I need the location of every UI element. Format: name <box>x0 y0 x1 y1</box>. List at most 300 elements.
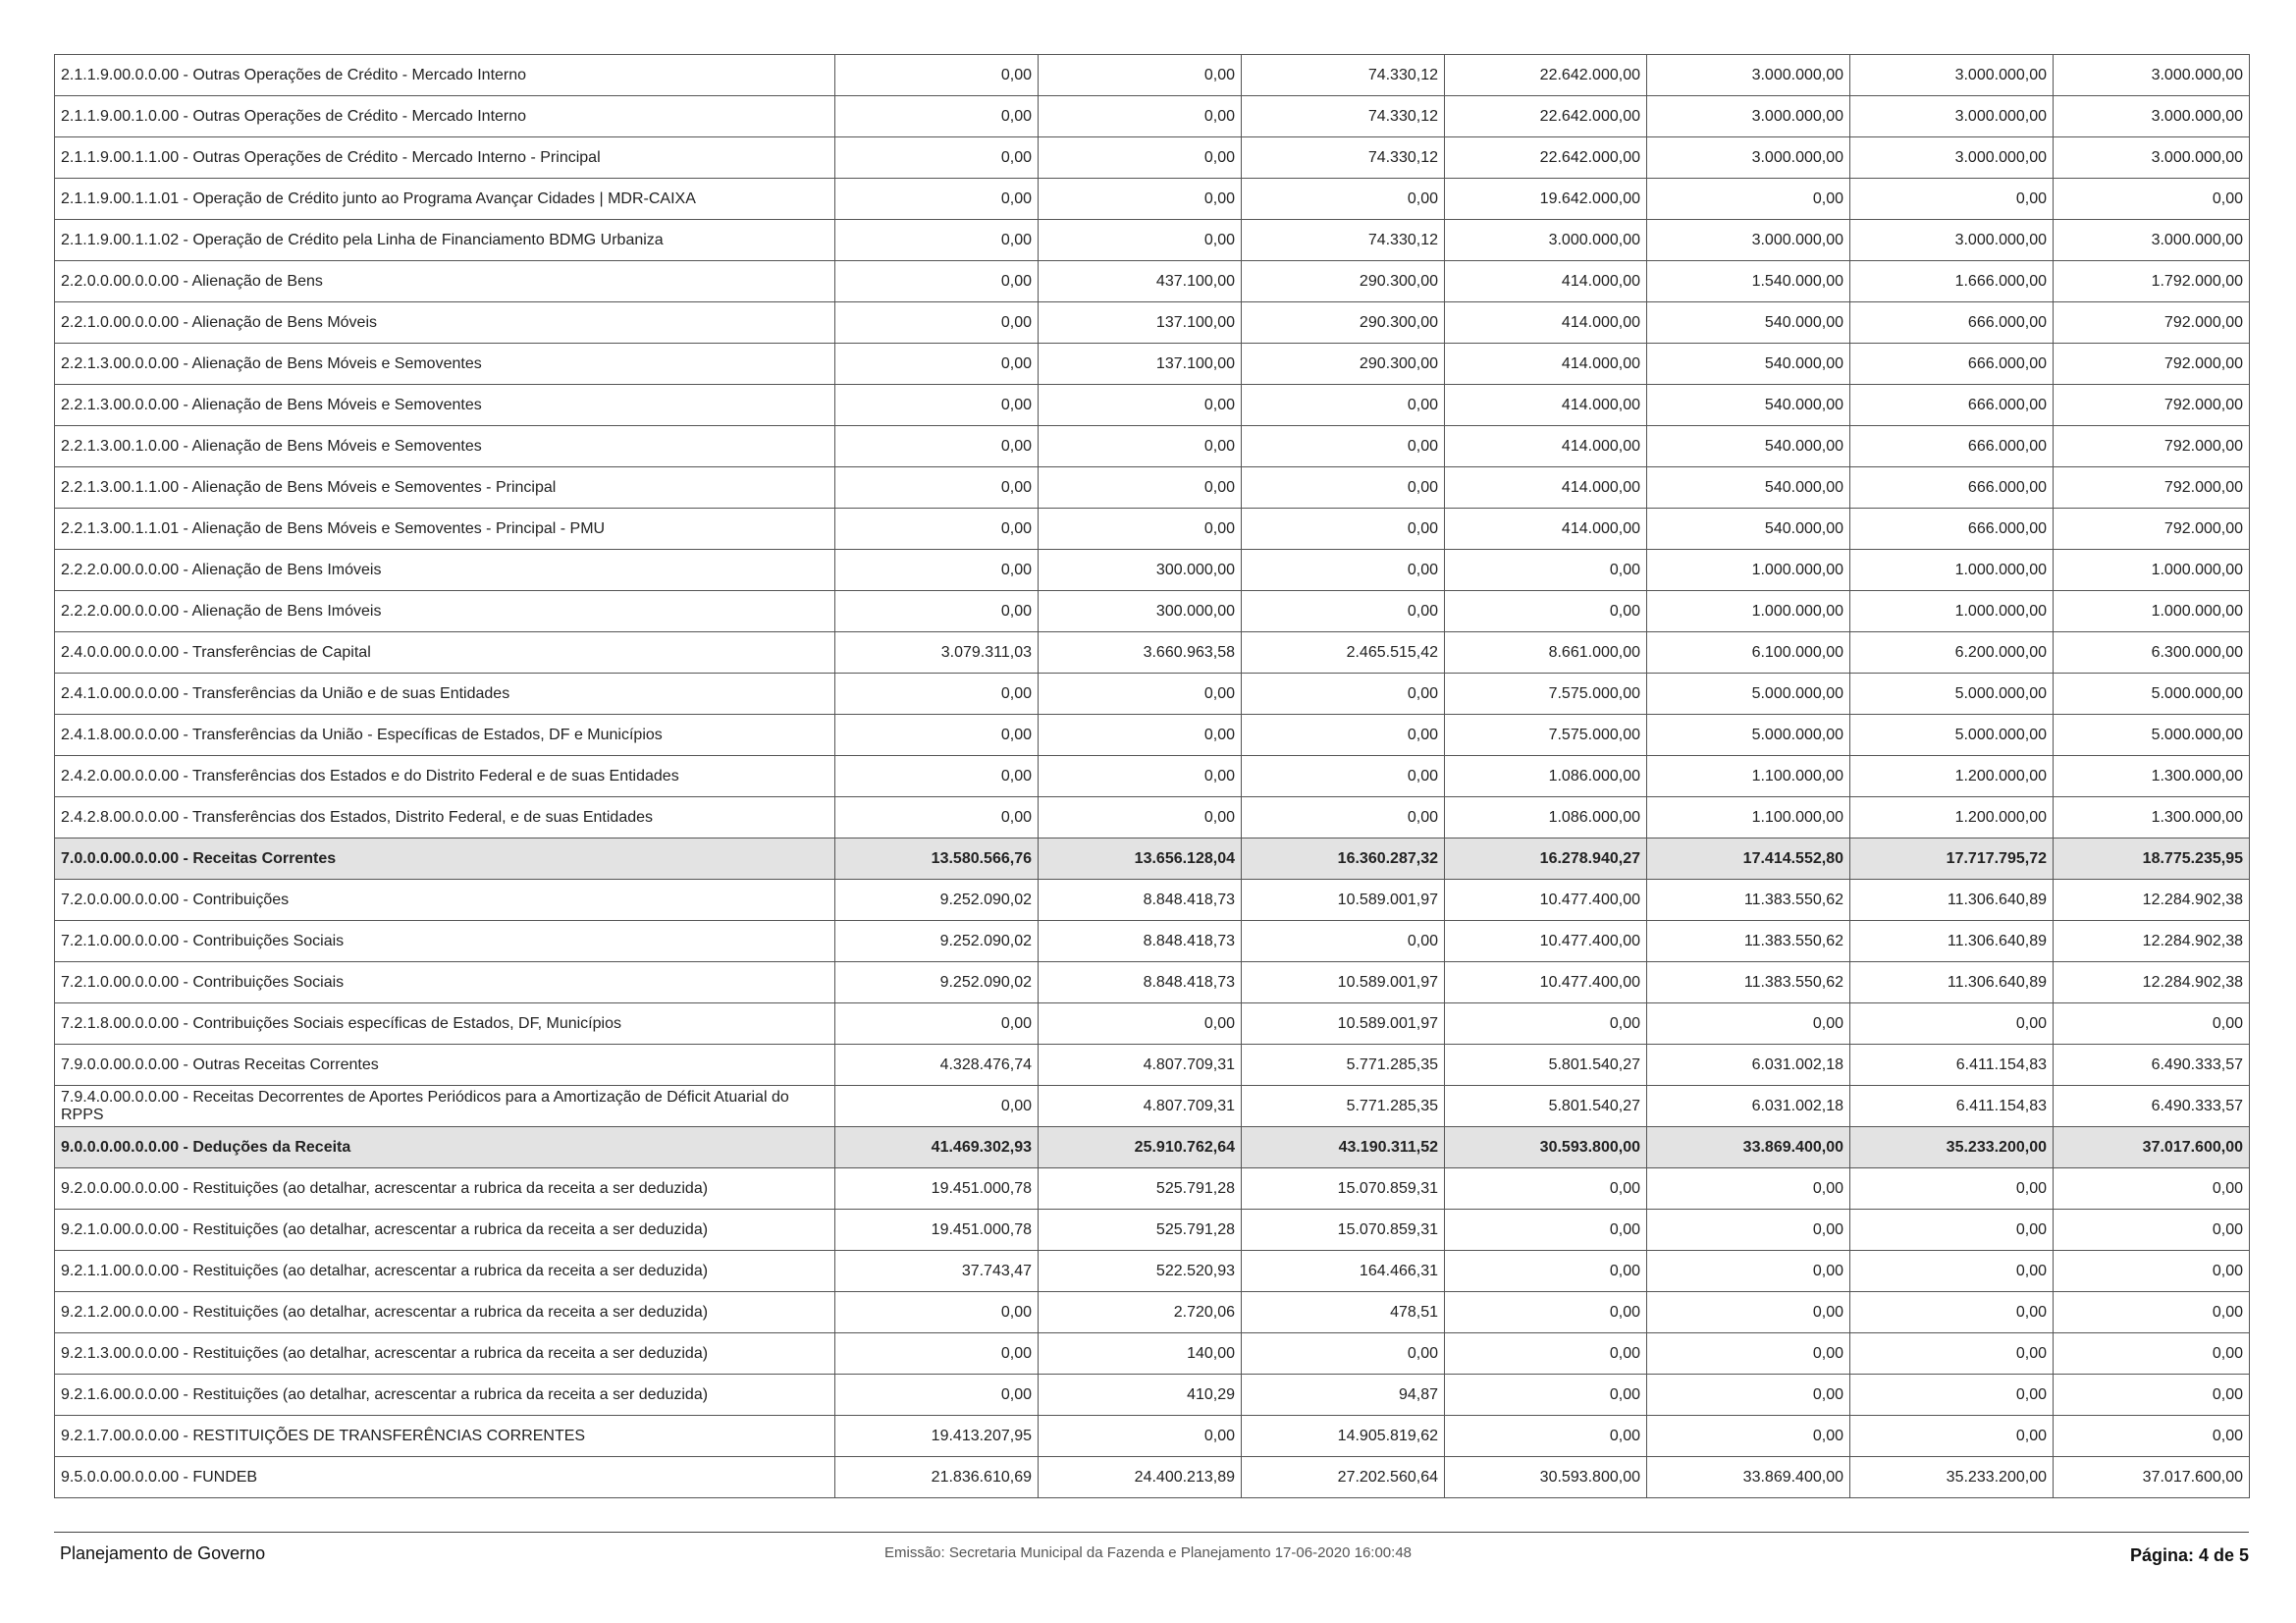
value-cell: 12.284.902,38 <box>2054 962 2250 1003</box>
value-cell: 0,00 <box>1445 1210 1647 1251</box>
value-cell: 0,00 <box>1242 509 1445 550</box>
account-description: 2.2.0.0.00.0.0.00 - Alienação de Bens <box>55 261 835 302</box>
value-cell: 15.070.859,31 <box>1242 1210 1445 1251</box>
value-cell: 0,00 <box>2054 1003 2250 1045</box>
value-cell: 30.593.800,00 <box>1445 1127 1647 1168</box>
value-cell: 8.848.418,73 <box>1039 880 1242 921</box>
value-cell: 37.017.600,00 <box>2054 1457 2250 1498</box>
value-cell: 290.300,00 <box>1242 302 1445 344</box>
value-cell: 0,00 <box>1647 1210 1850 1251</box>
value-cell: 1.300.000,00 <box>2054 756 2250 797</box>
table-row <box>55 1416 2250 1457</box>
value-cell: 22.642.000,00 <box>1445 96 1647 137</box>
value-cell: 74.330,12 <box>1242 96 1445 137</box>
value-cell: 0,00 <box>1242 715 1445 756</box>
value-cell: 792.000,00 <box>2054 302 2250 344</box>
value-cell: 137.100,00 <box>1039 302 1242 344</box>
value-cell: 8.848.418,73 <box>1039 921 1242 962</box>
account-description: 2.4.1.8.00.0.0.00 - Transferências da União - Específicas de Estados, DF e Municípios <box>55 715 835 756</box>
table-row <box>55 962 2250 1003</box>
value-cell: 3.000.000,00 <box>1647 137 1850 179</box>
value-cell: 19.413.207,95 <box>835 1416 1039 1457</box>
value-cell: 1.100.000,00 <box>1647 797 1850 839</box>
account-description: 9.5.0.0.00.0.0.00 - FUNDEB <box>55 1457 835 1498</box>
value-cell: 5.000.000,00 <box>1647 715 1850 756</box>
value-cell: 0,00 <box>835 509 1039 550</box>
value-cell: 21.836.610,69 <box>835 1457 1039 1498</box>
value-cell: 3.000.000,00 <box>1850 220 2054 261</box>
value-cell: 540.000,00 <box>1647 509 1850 550</box>
value-cell: 25.910.762,64 <box>1039 1127 1242 1168</box>
table-row <box>55 220 2250 261</box>
value-cell: 0,00 <box>1445 1375 1647 1416</box>
value-cell: 478,51 <box>1242 1292 1445 1333</box>
value-cell: 414.000,00 <box>1445 302 1647 344</box>
value-cell: 8.661.000,00 <box>1445 632 1647 674</box>
value-cell: 0,00 <box>835 467 1039 509</box>
value-cell: 414.000,00 <box>1445 385 1647 426</box>
account-description: 2.2.1.3.00.1.1.00 - Alienação de Bens Móveis e Semoventes - Principal <box>55 467 835 509</box>
value-cell: 37.017.600,00 <box>2054 1127 2250 1168</box>
value-cell: 0,00 <box>2054 1251 2250 1292</box>
value-cell: 13.656.128,04 <box>1039 839 1242 880</box>
value-cell: 0,00 <box>835 756 1039 797</box>
value-cell: 0,00 <box>835 426 1039 467</box>
table-row <box>55 715 2250 756</box>
value-cell: 290.300,00 <box>1242 261 1445 302</box>
value-cell: 0,00 <box>1039 467 1242 509</box>
value-cell: 540.000,00 <box>1647 426 1850 467</box>
value-cell: 1.000.000,00 <box>2054 591 2250 632</box>
value-cell: 0,00 <box>1039 137 1242 179</box>
value-cell: 10.477.400,00 <box>1445 880 1647 921</box>
value-cell: 3.000.000,00 <box>2054 55 2250 96</box>
value-cell: 0,00 <box>1039 220 1242 261</box>
value-cell: 0,00 <box>835 55 1039 96</box>
account-description: 2.2.1.0.00.0.0.00 - Alienação de Bens Móveis <box>55 302 835 344</box>
value-cell: 0,00 <box>1445 1251 1647 1292</box>
table-row <box>55 179 2250 220</box>
value-cell: 3.000.000,00 <box>1647 96 1850 137</box>
account-description: 9.2.1.6.00.0.0.00 - Restituições (ao detalhar, acrescentar a rubrica da receita a ser deduzida) <box>55 1375 835 1416</box>
value-cell: 792.000,00 <box>2054 509 2250 550</box>
value-cell: 2.720,06 <box>1039 1292 1242 1333</box>
value-cell: 0,00 <box>835 96 1039 137</box>
value-cell: 164.466,31 <box>1242 1251 1445 1292</box>
account-description: 2.4.2.8.00.0.0.00 - Transferências dos Estados, Distrito Federal, e de suas Entidades <box>55 797 835 839</box>
value-cell: 0,00 <box>1647 1375 1850 1416</box>
value-cell: 35.233.200,00 <box>1850 1127 2054 1168</box>
account-description: 2.1.1.9.00.1.0.00 - Outras Operações de Crédito - Mercado Interno <box>55 96 835 137</box>
value-cell: 0,00 <box>835 344 1039 385</box>
value-cell: 0,00 <box>835 220 1039 261</box>
value-cell: 0,00 <box>1850 1292 2054 1333</box>
value-cell: 0,00 <box>1242 1333 1445 1375</box>
value-cell: 3.079.311,03 <box>835 632 1039 674</box>
value-cell: 5.000.000,00 <box>1850 715 2054 756</box>
value-cell: 9.252.090,02 <box>835 921 1039 962</box>
value-cell: 414.000,00 <box>1445 467 1647 509</box>
value-cell: 540.000,00 <box>1647 344 1850 385</box>
value-cell: 540.000,00 <box>1647 467 1850 509</box>
account-description: 7.2.1.8.00.0.0.00 - Contribuições Sociais específicas de Estados, DF, Municípios <box>55 1003 835 1045</box>
value-cell: 6.200.000,00 <box>1850 632 2054 674</box>
value-cell: 10.477.400,00 <box>1445 962 1647 1003</box>
value-cell: 1.666.000,00 <box>1850 261 2054 302</box>
value-cell: 0,00 <box>1242 756 1445 797</box>
footer-page-number: Página: 4 de 5 <box>2129 1545 2249 1565</box>
value-cell: 540.000,00 <box>1647 302 1850 344</box>
value-cell: 0,00 <box>1242 921 1445 962</box>
value-cell: 1.086.000,00 <box>1445 797 1647 839</box>
account-description: 2.1.1.9.00.1.1.01 - Operação de Crédito junto ao Programa Avançar Cidades | MDR-CAIXA <box>55 179 835 220</box>
value-cell: 12.284.902,38 <box>2054 921 2250 962</box>
value-cell: 0,00 <box>1039 179 1242 220</box>
table-row <box>55 921 2250 962</box>
value-cell: 11.383.550,62 <box>1647 880 1850 921</box>
account-description: 2.2.1.3.00.1.0.00 - Alienação de Bens Móveis e Semoventes <box>55 426 835 467</box>
value-cell: 6.300.000,00 <box>2054 632 2250 674</box>
value-cell: 0,00 <box>1242 591 1445 632</box>
value-cell: 0,00 <box>1445 1333 1647 1375</box>
value-cell: 0,00 <box>835 1003 1039 1045</box>
value-cell: 0,00 <box>2054 1292 2250 1333</box>
table-row <box>55 674 2250 715</box>
value-cell: 1.000.000,00 <box>1647 550 1850 591</box>
value-cell: 137.100,00 <box>1039 344 1242 385</box>
value-cell: 22.642.000,00 <box>1445 137 1647 179</box>
table-body <box>55 55 2250 1498</box>
table-row <box>55 261 2250 302</box>
value-cell: 414.000,00 <box>1445 509 1647 550</box>
value-cell: 33.869.400,00 <box>1647 1127 1850 1168</box>
value-cell: 0,00 <box>1242 550 1445 591</box>
value-cell: 0,00 <box>1445 1292 1647 1333</box>
account-description: 9.2.0.0.00.0.0.00 - Restituições (ao detalhar, acrescentar a rubrica da receita a ser deduzida) <box>55 1168 835 1210</box>
value-cell: 0,00 <box>1039 1003 1242 1045</box>
value-cell: 5.000.000,00 <box>1850 674 2054 715</box>
value-cell: 1.000.000,00 <box>1850 550 2054 591</box>
value-cell: 5.801.540,27 <box>1445 1045 1647 1086</box>
value-cell: 0,00 <box>835 1333 1039 1375</box>
value-cell: 0,00 <box>835 261 1039 302</box>
value-cell: 27.202.560,64 <box>1242 1457 1445 1498</box>
value-cell: 3.660.963,58 <box>1039 632 1242 674</box>
value-cell: 0,00 <box>1445 1416 1647 1457</box>
table-row <box>55 1251 2250 1292</box>
value-cell: 666.000,00 <box>1850 426 2054 467</box>
account-description: 9.2.1.1.00.0.0.00 - Restituições (ao detalhar, acrescentar a rubrica da receita a ser deduzida) <box>55 1251 835 1292</box>
value-cell: 0,00 <box>1850 1210 2054 1251</box>
account-description: 2.1.1.9.00.0.0.00 - Outras Operações de Crédito - Mercado Interno <box>55 55 835 96</box>
value-cell: 5.000.000,00 <box>2054 674 2250 715</box>
value-cell: 792.000,00 <box>2054 426 2250 467</box>
value-cell: 300.000,00 <box>1039 550 1242 591</box>
table-row <box>55 880 2250 921</box>
table-row <box>55 55 2250 96</box>
value-cell: 7.575.000,00 <box>1445 715 1647 756</box>
value-cell: 0,00 <box>2054 1333 2250 1375</box>
value-cell: 16.360.287,32 <box>1242 839 1445 880</box>
value-cell: 410,29 <box>1039 1375 1242 1416</box>
value-cell: 0,00 <box>1039 674 1242 715</box>
value-cell: 12.284.902,38 <box>2054 880 2250 921</box>
value-cell: 6.490.333,57 <box>2054 1045 2250 1086</box>
value-cell: 11.306.640,89 <box>1850 880 2054 921</box>
revenue-table <box>54 54 2250 1498</box>
footer-emission-info: Emissão: Secretaria Municipal da Fazenda e Planejamento 17-06-2020 16:00:48 <box>884 1544 1412 1561</box>
value-cell: 0,00 <box>1039 385 1242 426</box>
table-row <box>55 632 2250 674</box>
value-cell: 1.000.000,00 <box>1850 591 2054 632</box>
value-cell: 0,00 <box>1242 385 1445 426</box>
value-cell: 0,00 <box>1242 797 1445 839</box>
value-cell: 0,00 <box>835 797 1039 839</box>
table-row <box>55 797 2250 839</box>
value-cell: 0,00 <box>835 591 1039 632</box>
value-cell: 792.000,00 <box>2054 467 2250 509</box>
value-cell: 2.465.515,42 <box>1242 632 1445 674</box>
account-description: 9.2.1.2.00.0.0.00 - Restituições (ao detalhar, acrescentar a rubrica da receita a ser deduzida) <box>55 1292 835 1333</box>
value-cell: 0,00 <box>2054 179 2250 220</box>
value-cell: 6.100.000,00 <box>1647 632 1850 674</box>
value-cell: 414.000,00 <box>1445 426 1647 467</box>
value-cell: 0,00 <box>835 137 1039 179</box>
value-cell: 792.000,00 <box>2054 344 2250 385</box>
value-cell: 3.000.000,00 <box>1850 96 2054 137</box>
value-cell: 0,00 <box>1039 509 1242 550</box>
value-cell: 666.000,00 <box>1850 344 2054 385</box>
value-cell: 94,87 <box>1242 1375 1445 1416</box>
value-cell: 0,00 <box>1850 1251 2054 1292</box>
account-description: 9.0.0.0.00.0.0.00 - Deduções da Receita <box>55 1127 835 1168</box>
value-cell: 74.330,12 <box>1242 55 1445 96</box>
value-cell: 18.775.235,95 <box>2054 839 2250 880</box>
table-row <box>55 1457 2250 1498</box>
value-cell: 0,00 <box>1039 426 1242 467</box>
value-cell: 0,00 <box>1850 1333 2054 1375</box>
value-cell: 5.000.000,00 <box>1647 674 1850 715</box>
account-description: 2.4.0.0.00.0.0.00 - Transferências de Capital <box>55 632 835 674</box>
value-cell: 0,00 <box>2054 1168 2250 1210</box>
account-description: 9.2.1.7.00.0.0.00 - RESTITUIÇÕES DE TRANSFERÊNCIAS CORRENTES <box>55 1416 835 1457</box>
value-cell: 0,00 <box>1445 550 1647 591</box>
value-cell: 0,00 <box>1647 1416 1850 1457</box>
value-cell: 19.642.000,00 <box>1445 179 1647 220</box>
value-cell: 10.589.001,97 <box>1242 1003 1445 1045</box>
value-cell: 0,00 <box>1850 1416 2054 1457</box>
table-row <box>55 1375 2250 1416</box>
value-cell: 0,00 <box>1039 1416 1242 1457</box>
value-cell: 0,00 <box>1647 1168 1850 1210</box>
value-cell: 0,00 <box>835 385 1039 426</box>
value-cell: 4.807.709,31 <box>1039 1045 1242 1086</box>
value-cell: 0,00 <box>2054 1416 2250 1457</box>
value-cell: 300.000,00 <box>1039 591 1242 632</box>
account-description: 7.2.0.0.00.0.0.00 - Contribuições <box>55 880 835 921</box>
value-cell: 525.791,28 <box>1039 1168 1242 1210</box>
value-cell: 0,00 <box>1039 96 1242 137</box>
table-row <box>55 385 2250 426</box>
value-cell: 0,00 <box>835 1086 1039 1127</box>
table-row <box>55 137 2250 179</box>
value-cell: 35.233.200,00 <box>1850 1457 2054 1498</box>
value-cell: 74.330,12 <box>1242 137 1445 179</box>
value-cell: 414.000,00 <box>1445 344 1647 385</box>
value-cell: 11.383.550,62 <box>1647 921 1850 962</box>
value-cell: 540.000,00 <box>1647 385 1850 426</box>
table-row <box>55 96 2250 137</box>
value-cell: 0,00 <box>835 550 1039 591</box>
value-cell: 30.593.800,00 <box>1445 1457 1647 1498</box>
value-cell: 525.791,28 <box>1039 1210 1242 1251</box>
value-cell: 792.000,00 <box>2054 385 2250 426</box>
value-cell: 8.848.418,73 <box>1039 962 1242 1003</box>
value-cell: 5.771.285,35 <box>1242 1045 1445 1086</box>
value-cell: 0,00 <box>1850 1003 2054 1045</box>
account-description: 2.4.2.0.00.0.0.00 - Transferências dos Estados e do Distrito Federal e de suas Entidades <box>55 756 835 797</box>
value-cell: 522.520,93 <box>1039 1251 1242 1292</box>
value-cell: 10.589.001,97 <box>1242 880 1445 921</box>
value-cell: 3.000.000,00 <box>1647 55 1850 96</box>
value-cell: 11.306.640,89 <box>1850 921 2054 962</box>
account-description: 2.4.1.0.00.0.0.00 - Transferências da União e de suas Entidades <box>55 674 835 715</box>
value-cell: 0,00 <box>1850 179 2054 220</box>
account-description: 2.1.1.9.00.1.1.02 - Operação de Crédito pela Linha de Financiamento BDMG Urbaniza <box>55 220 835 261</box>
value-cell: 19.451.000,78 <box>835 1210 1039 1251</box>
value-cell: 9.252.090,02 <box>835 880 1039 921</box>
value-cell: 3.000.000,00 <box>2054 220 2250 261</box>
value-cell: 0,00 <box>835 302 1039 344</box>
value-cell: 22.642.000,00 <box>1445 55 1647 96</box>
value-cell: 0,00 <box>1242 674 1445 715</box>
account-description: 2.2.2.0.00.0.0.00 - Alienação de Bens Imóveis <box>55 550 835 591</box>
value-cell: 13.580.566,76 <box>835 839 1039 880</box>
value-cell: 15.070.859,31 <box>1242 1168 1445 1210</box>
table-row <box>55 1292 2250 1333</box>
table-row <box>55 1333 2250 1375</box>
account-description: 7.9.0.0.00.0.0.00 - Outras Receitas Correntes <box>55 1045 835 1086</box>
value-cell: 1.300.000,00 <box>2054 797 2250 839</box>
account-description: 7.2.1.0.00.0.0.00 - Contribuições Sociais <box>55 962 835 1003</box>
value-cell: 0,00 <box>1242 179 1445 220</box>
value-cell: 3.000.000,00 <box>1445 220 1647 261</box>
table-row <box>55 302 2250 344</box>
table-row <box>55 1168 2250 1210</box>
value-cell: 5.771.285,35 <box>1242 1086 1445 1127</box>
table-total-row <box>55 839 2250 880</box>
value-cell: 1.200.000,00 <box>1850 756 2054 797</box>
account-description: 2.2.2.0.00.0.0.00 - Alienação de Bens Imóveis <box>55 591 835 632</box>
value-cell: 0,00 <box>1850 1168 2054 1210</box>
value-cell: 0,00 <box>1647 1251 1850 1292</box>
value-cell: 0,00 <box>1850 1375 2054 1416</box>
table-row <box>55 550 2250 591</box>
value-cell: 9.252.090,02 <box>835 962 1039 1003</box>
value-cell: 37.743,47 <box>835 1251 1039 1292</box>
value-cell: 0,00 <box>1445 1003 1647 1045</box>
value-cell: 0,00 <box>1647 1003 1850 1045</box>
value-cell: 0,00 <box>2054 1375 2250 1416</box>
value-cell: 0,00 <box>1445 591 1647 632</box>
value-cell: 43.190.311,52 <box>1242 1127 1445 1168</box>
value-cell: 1.792.000,00 <box>2054 261 2250 302</box>
value-cell: 41.469.302,93 <box>835 1127 1039 1168</box>
value-cell: 11.306.640,89 <box>1850 962 2054 1003</box>
value-cell: 6.031.002,18 <box>1647 1045 1850 1086</box>
value-cell: 3.000.000,00 <box>2054 137 2250 179</box>
value-cell: 33.869.400,00 <box>1647 1457 1850 1498</box>
value-cell: 1.086.000,00 <box>1445 756 1647 797</box>
value-cell: 140,00 <box>1039 1333 1242 1375</box>
value-cell: 290.300,00 <box>1242 344 1445 385</box>
value-cell: 17.414.552,80 <box>1647 839 1850 880</box>
value-cell: 4.328.476,74 <box>835 1045 1039 1086</box>
value-cell: 6.411.154,83 <box>1850 1086 2054 1127</box>
value-cell: 0,00 <box>1039 756 1242 797</box>
table-row <box>55 344 2250 385</box>
value-cell: 0,00 <box>835 179 1039 220</box>
value-cell: 5.801.540,27 <box>1445 1086 1647 1127</box>
account-description: 2.2.1.3.00.0.0.00 - Alienação de Bens Móveis e Semoventes <box>55 385 835 426</box>
table-row <box>55 1086 2250 1127</box>
value-cell: 0,00 <box>1039 797 1242 839</box>
value-cell: 666.000,00 <box>1850 509 2054 550</box>
table-row <box>55 467 2250 509</box>
value-cell: 1.000.000,00 <box>1647 591 1850 632</box>
table-row <box>55 1045 2250 1086</box>
table-row <box>55 509 2250 550</box>
value-cell: 0,00 <box>2054 1210 2250 1251</box>
value-cell: 7.575.000,00 <box>1445 674 1647 715</box>
value-cell: 0,00 <box>1647 1333 1850 1375</box>
table-row <box>55 756 2250 797</box>
table-row <box>55 1210 2250 1251</box>
table-row <box>55 591 2250 632</box>
value-cell: 666.000,00 <box>1850 385 2054 426</box>
account-description: 7.9.4.0.00.0.0.00 - Receitas Decorrentes de Aportes Periódicos para a Amortização de Déficit Atuarial do RPPS <box>55 1086 835 1127</box>
footer-divider <box>54 1532 2249 1533</box>
value-cell: 3.000.000,00 <box>2054 96 2250 137</box>
account-description: 7.0.0.0.00.0.0.00 - Receitas Correntes <box>55 839 835 880</box>
account-description: 9.2.1.0.00.0.0.00 - Restituições (ao detalhar, acrescentar a rubrica da receita a ser deduzida) <box>55 1210 835 1251</box>
value-cell: 666.000,00 <box>1850 302 2054 344</box>
value-cell: 0,00 <box>835 1375 1039 1416</box>
value-cell: 6.031.002,18 <box>1647 1086 1850 1127</box>
value-cell: 1.000.000,00 <box>2054 550 2250 591</box>
value-cell: 10.589.001,97 <box>1242 962 1445 1003</box>
value-cell: 666.000,00 <box>1850 467 2054 509</box>
value-cell: 6.490.333,57 <box>2054 1086 2250 1127</box>
value-cell: 74.330,12 <box>1242 220 1445 261</box>
value-cell: 6.411.154,83 <box>1850 1045 2054 1086</box>
value-cell: 14.905.819,62 <box>1242 1416 1445 1457</box>
value-cell: 0,00 <box>1647 1292 1850 1333</box>
value-cell: 24.400.213,89 <box>1039 1457 1242 1498</box>
footer-title: Planejamento de Governo <box>60 1543 266 1563</box>
value-cell: 16.278.940,27 <box>1445 839 1647 880</box>
value-cell: 4.807.709,31 <box>1039 1086 1242 1127</box>
value-cell: 414.000,00 <box>1445 261 1647 302</box>
value-cell: 0,00 <box>835 674 1039 715</box>
value-cell: 0,00 <box>835 1292 1039 1333</box>
value-cell: 0,00 <box>1445 1168 1647 1210</box>
value-cell: 3.000.000,00 <box>1647 220 1850 261</box>
value-cell: 19.451.000,78 <box>835 1168 1039 1210</box>
account-description: 2.2.1.3.00.1.1.01 - Alienação de Bens Móveis e Semoventes - Principal - PMU <box>55 509 835 550</box>
account-description: 9.2.1.3.00.0.0.00 - Restituições (ao detalhar, acrescentar a rubrica da receita a ser deduzida) <box>55 1333 835 1375</box>
value-cell: 17.717.795,72 <box>1850 839 2054 880</box>
